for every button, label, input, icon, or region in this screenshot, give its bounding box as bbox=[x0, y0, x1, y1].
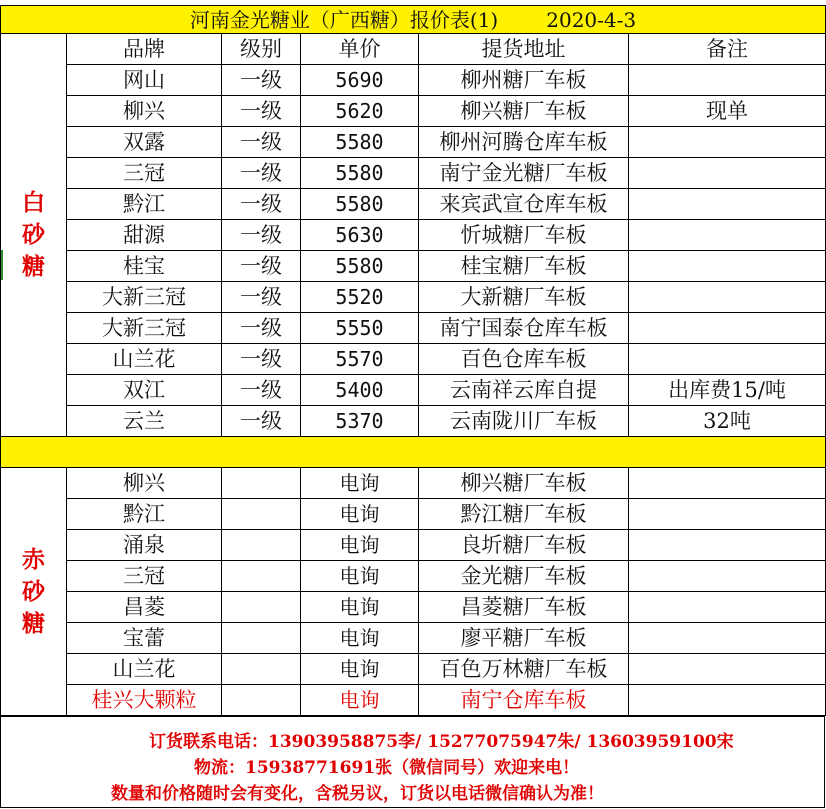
title-date: 2020-4-3 bbox=[546, 7, 637, 32]
table-row bbox=[1, 468, 826, 499]
cell-note: 现单 bbox=[629, 96, 826, 127]
cell-price: 5370 bbox=[301, 406, 419, 437]
cell-grade: 一级 bbox=[222, 189, 301, 220]
cell-brand: 涌泉 bbox=[67, 530, 222, 561]
cell-address: 黔江糖厂车板 bbox=[419, 499, 629, 530]
table-row bbox=[1, 127, 826, 158]
cell-price: 电询 bbox=[301, 561, 419, 592]
category-char: 糖 bbox=[22, 609, 45, 637]
cell-brand: 昌菱 bbox=[67, 592, 222, 623]
cell-address: 大新糖厂车板 bbox=[419, 282, 629, 313]
cell-grade: 一级 bbox=[222, 65, 301, 96]
cell-grade: 一级 bbox=[222, 220, 301, 251]
cell-price: 5690 bbox=[301, 65, 419, 96]
cell-price: 5520 bbox=[301, 282, 419, 313]
cell-address: 忻城糖厂车板 bbox=[419, 220, 629, 251]
category-char: 糖 bbox=[22, 253, 45, 280]
cell-brand: 大新三冠 bbox=[67, 282, 222, 313]
title-text: 河南金光糖业（广西糖）报价表(1) bbox=[189, 7, 499, 32]
table-row bbox=[1, 561, 826, 592]
cell-price: 电询 bbox=[301, 685, 419, 716]
logistics-contact: 物流：15938771691张（微信同号）欢迎来电！ bbox=[194, 758, 580, 778]
cell-price: 电询 bbox=[301, 592, 419, 623]
header-price: 单价 bbox=[301, 34, 419, 65]
cell-price: 5580 bbox=[301, 189, 419, 220]
table-row bbox=[1, 65, 826, 96]
table-row bbox=[1, 313, 826, 344]
cell-note: 32吨 bbox=[629, 406, 826, 437]
header-address: 提货地址 bbox=[419, 34, 629, 65]
table-row bbox=[1, 406, 826, 437]
cell-price: 电询 bbox=[301, 468, 419, 499]
price-table bbox=[0, 5, 826, 716]
cell-price: 5400 bbox=[301, 375, 419, 406]
cell-brand: 黔江 bbox=[67, 499, 222, 530]
cell-price: 5620 bbox=[301, 96, 419, 127]
table-row bbox=[1, 251, 826, 282]
section-separator bbox=[1, 437, 826, 468]
table-row bbox=[1, 282, 826, 313]
cell-brand: 黔江 bbox=[67, 189, 222, 220]
cell-grade: 一级 bbox=[222, 313, 301, 344]
cell-brand: 柳兴 bbox=[67, 96, 222, 127]
cell-brand: 桂宝 bbox=[67, 251, 222, 282]
cell-note bbox=[629, 468, 826, 499]
cell-grade: 一级 bbox=[222, 96, 301, 127]
category-char: 赤 bbox=[22, 545, 45, 573]
cell-address: 良圻糖厂车板 bbox=[419, 530, 629, 561]
cell-grade: 一级 bbox=[222, 127, 301, 158]
price-disclaimer: 数量和价格随时会有变化，含税另议，订货以电话微信确认为准！ bbox=[111, 784, 604, 804]
cell-grade bbox=[222, 530, 301, 561]
cell-address: 昌菱糖厂车板 bbox=[419, 592, 629, 623]
cell-note bbox=[629, 499, 826, 530]
cell-price: 5580 bbox=[301, 127, 419, 158]
cell-brand: 山兰花 bbox=[67, 654, 222, 685]
cell-note bbox=[629, 220, 826, 251]
cell-address: 南宁金光糖厂车板 bbox=[419, 158, 629, 189]
cell-grade bbox=[222, 468, 301, 499]
cell-brand: 桂兴大颗粒 bbox=[67, 685, 222, 716]
order-contact: 订货联系电话：13903958875李/ 15277075947朱/ 13603959100宋 bbox=[149, 732, 734, 752]
cell-price: 5550 bbox=[301, 313, 419, 344]
header-row bbox=[1, 34, 826, 65]
cell-brand: 山兰花 bbox=[67, 344, 222, 375]
cell-address: 百色万林糖厂车板 bbox=[419, 654, 629, 685]
cell-address: 柳兴糖厂车板 bbox=[419, 468, 629, 499]
cell-note bbox=[629, 282, 826, 313]
cell-address: 南宁仓库车板 bbox=[419, 685, 629, 716]
table-row bbox=[1, 220, 826, 251]
cell-note bbox=[629, 654, 826, 685]
cell-grade: 一级 bbox=[222, 251, 301, 282]
price-table-body bbox=[1, 6, 826, 716]
cell-note bbox=[629, 251, 826, 282]
cell-brand: 宝蕾 bbox=[67, 623, 222, 654]
cell-address: 柳州河腾仓库车板 bbox=[419, 127, 629, 158]
table-row bbox=[1, 685, 826, 716]
cell-note bbox=[629, 189, 826, 220]
cell-note bbox=[629, 592, 826, 623]
cell-brand: 甜源 bbox=[67, 220, 222, 251]
cell-price: 电询 bbox=[301, 654, 419, 685]
cell-address: 廖平糖厂车板 bbox=[419, 623, 629, 654]
cell-address: 云南陇川厂车板 bbox=[419, 406, 629, 437]
cell-note: 出库费15/吨 bbox=[629, 375, 826, 406]
cell-brand: 云兰 bbox=[67, 406, 222, 437]
header-grade: 级别 bbox=[222, 34, 301, 65]
cell-address: 云南祥云库自提 bbox=[419, 375, 629, 406]
cell-grade bbox=[222, 499, 301, 530]
header-note: 备注 bbox=[629, 34, 826, 65]
cell-address: 柳州糖厂车板 bbox=[419, 65, 629, 96]
cell-price: 5630 bbox=[301, 220, 419, 251]
cell-grade bbox=[222, 654, 301, 685]
cell-brand: 三冠 bbox=[67, 158, 222, 189]
cell-address: 桂宝糖厂车板 bbox=[419, 251, 629, 282]
table-row bbox=[1, 499, 826, 530]
cell-address: 柳兴糖厂车板 bbox=[419, 96, 629, 127]
title-row bbox=[1, 6, 826, 34]
cell-address: 百色仓库车板 bbox=[419, 344, 629, 375]
cell-brand: 三冠 bbox=[67, 561, 222, 592]
table-row bbox=[1, 375, 826, 406]
cell-price: 电询 bbox=[301, 530, 419, 561]
table-row bbox=[1, 344, 826, 375]
contact-footer bbox=[0, 716, 825, 808]
cell-brand: 双江 bbox=[67, 375, 222, 406]
category-white-sugar bbox=[1, 34, 67, 437]
cell-note bbox=[629, 623, 826, 654]
separator-cell bbox=[1, 437, 826, 468]
category-char: 砂 bbox=[22, 221, 45, 248]
category-char: 砂 bbox=[22, 577, 45, 605]
cell-note bbox=[629, 127, 826, 158]
category-brown-sugar bbox=[1, 468, 67, 716]
cell-note bbox=[629, 685, 826, 716]
cell-grade: 一级 bbox=[222, 158, 301, 189]
cell-price: 5580 bbox=[301, 158, 419, 189]
table-row bbox=[1, 654, 826, 685]
cell-price: 5570 bbox=[301, 344, 419, 375]
cell-brand: 大新三冠 bbox=[67, 313, 222, 344]
sheet-title bbox=[1, 6, 826, 34]
category-char: 白 bbox=[22, 189, 45, 216]
table-row bbox=[1, 158, 826, 189]
table-row bbox=[1, 189, 826, 220]
cell-price: 电询 bbox=[301, 499, 419, 530]
cell-note bbox=[629, 313, 826, 344]
cell-address: 南宁国泰仓库车板 bbox=[419, 313, 629, 344]
cell-note bbox=[629, 561, 826, 592]
cell-brand: 双露 bbox=[67, 127, 222, 158]
cell-brand: 网山 bbox=[67, 65, 222, 96]
cell-note bbox=[629, 65, 826, 96]
cell-address: 金光糖厂车板 bbox=[419, 561, 629, 592]
cell-brand: 柳兴 bbox=[67, 468, 222, 499]
header-brand: 品牌 bbox=[67, 34, 222, 65]
table-row bbox=[1, 96, 826, 127]
cell-grade bbox=[222, 623, 301, 654]
cell-grade: 一级 bbox=[222, 375, 301, 406]
cell-price: 电询 bbox=[301, 623, 419, 654]
table-row bbox=[1, 592, 826, 623]
cell-grade bbox=[222, 592, 301, 623]
cell-note bbox=[629, 344, 826, 375]
cell-note bbox=[629, 158, 826, 189]
table-row bbox=[1, 623, 826, 654]
cell-grade: 一级 bbox=[222, 282, 301, 313]
cell-grade: 一级 bbox=[222, 344, 301, 375]
cell-grade bbox=[222, 685, 301, 716]
cell-grade bbox=[222, 561, 301, 592]
cell-price: 5580 bbox=[301, 251, 419, 282]
cell-note bbox=[629, 530, 826, 561]
cell-address: 来宾武宣仓库车板 bbox=[419, 189, 629, 220]
cell-grade: 一级 bbox=[222, 406, 301, 437]
table-row bbox=[1, 530, 826, 561]
